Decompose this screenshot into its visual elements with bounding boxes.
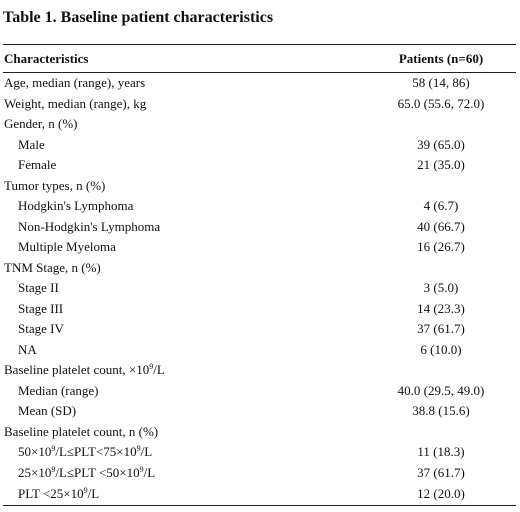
row-value: 16 (26.7) (417, 239, 465, 255)
baseline-characteristics-table (3, 44, 516, 506)
row-label-text-tail-2: /L (140, 444, 153, 460)
row-label-superscript: 9 (83, 486, 88, 495)
row-label-superscript-2: 9 (139, 464, 144, 474)
row-label (3, 319, 366, 340)
row-value: 38.8 (15.6) (412, 403, 470, 419)
row-label (3, 422, 366, 443)
header-characteristics: Characteristics (3, 45, 366, 73)
row-value (366, 176, 516, 197)
row-label-text: TNM Stage, n (%) (4, 259, 101, 275)
row-value (366, 114, 516, 135)
row-label-text-tail: /L (87, 486, 100, 501)
table-row (3, 135, 516, 156)
row-label-text: Gender, n (%) (4, 116, 78, 132)
table-row (3, 381, 516, 402)
row-value: 65.0 (55.6, 72.0) (397, 95, 485, 111)
table-row (3, 360, 516, 381)
table-row (3, 483, 516, 506)
row-value: 11 (18.3) (417, 444, 465, 460)
row-label (3, 463, 366, 484)
table-row (3, 237, 516, 258)
table-row (3, 442, 516, 463)
row-label (3, 196, 366, 217)
table-row (3, 340, 516, 361)
table-row (3, 155, 516, 176)
table-row (3, 114, 516, 135)
table-row (3, 73, 516, 94)
table-row (3, 94, 516, 115)
row-label-text: Age, median (range), years (4, 75, 146, 91)
row-label-text: Stage III (18, 300, 64, 316)
row-value: 40.0 (29.5, 49.0) (397, 382, 485, 398)
table-header (3, 45, 516, 73)
row-label-text: Tumor types, n (%) (4, 177, 106, 193)
row-label-superscript-2: 9 (136, 444, 141, 454)
row-value: 3 (5.0) (423, 280, 459, 296)
table-row (3, 278, 516, 299)
row-label (3, 360, 366, 381)
table-row (3, 463, 516, 484)
characteristics-table (3, 44, 516, 506)
row-value: 4 (6.7) (423, 198, 459, 214)
row-label-superscript: 9 (51, 444, 56, 454)
row-label-text: Non-Hodgkin's Lymphoma (18, 218, 161, 234)
row-label-text-tail: /L≤PLT <50×10 (55, 464, 140, 480)
row-label (3, 340, 366, 361)
row-label-superscript: 9 (51, 464, 56, 474)
row-label (3, 176, 366, 197)
table-title: Table 1. Baseline patient characteristics (3, 9, 274, 26)
row-label-text: Male (18, 136, 45, 152)
row-value: 37 (61.7) (417, 321, 465, 337)
row-value: 40 (66.7) (417, 218, 465, 234)
row-value: 21 (35.0) (417, 157, 465, 173)
row-label-text: Multiple Myeloma (18, 239, 116, 255)
row-label-text: Median (range) (18, 382, 99, 398)
row-label (3, 135, 366, 156)
row-label (3, 401, 366, 422)
row-label-text: PLT <25×10 (18, 486, 84, 501)
table-row (3, 217, 516, 238)
row-label-text: Hodgkin's Lymphoma (18, 198, 134, 214)
row-label-superscript: 9 (149, 362, 154, 372)
row-label (3, 114, 366, 135)
row-label-text: NA (18, 341, 37, 357)
row-label-text: Stage IV (18, 321, 64, 337)
row-value: 58 (14, 86) (412, 75, 470, 91)
header-row (3, 45, 516, 73)
row-label-text: Baseline platelet count, n (%) (4, 423, 159, 439)
row-value: 14 (23.3) (417, 300, 465, 316)
row-label (3, 381, 366, 402)
row-label-text: Baseline platelet count, ×10 (4, 362, 150, 378)
row-value (366, 258, 516, 279)
row-label (3, 73, 366, 94)
table-row (3, 176, 516, 197)
row-label (3, 299, 366, 320)
table-row (3, 299, 516, 320)
row-label (3, 155, 366, 176)
row-label-text: Weight, median (range), kg (4, 95, 147, 111)
row-value: 6 (10.0) (420, 341, 462, 357)
table-row (3, 258, 516, 279)
row-label-text: Female (18, 157, 57, 173)
table-row (3, 401, 516, 422)
row-label-text-tail-2: /L (143, 464, 156, 480)
row-label (3, 94, 366, 115)
table-body (3, 73, 516, 506)
row-value: 39 (65.0) (417, 136, 465, 152)
row-label (3, 483, 366, 506)
row-label-text: Mean (SD) (18, 403, 77, 419)
row-label (3, 258, 366, 279)
row-label-text-tail: /L≤PLT<75×10 (55, 444, 137, 460)
row-value: 12 (20.0) (366, 483, 516, 506)
row-label-text: Stage II (18, 280, 59, 296)
row-label (3, 442, 366, 463)
row-label (3, 237, 366, 258)
row-label-text-tail: /L (153, 362, 165, 378)
header-patients: Patients (n=60) (366, 45, 516, 73)
row-label (3, 278, 366, 299)
row-label-text: 25×10 (18, 464, 52, 480)
row-value (366, 422, 516, 443)
row-value (366, 360, 516, 381)
row-label (3, 217, 366, 238)
table-row (3, 196, 516, 217)
row-value: 37 (61.7) (417, 464, 465, 480)
table-row (3, 422, 516, 443)
row-label-text: 50×10 (18, 444, 52, 460)
table-row (3, 319, 516, 340)
